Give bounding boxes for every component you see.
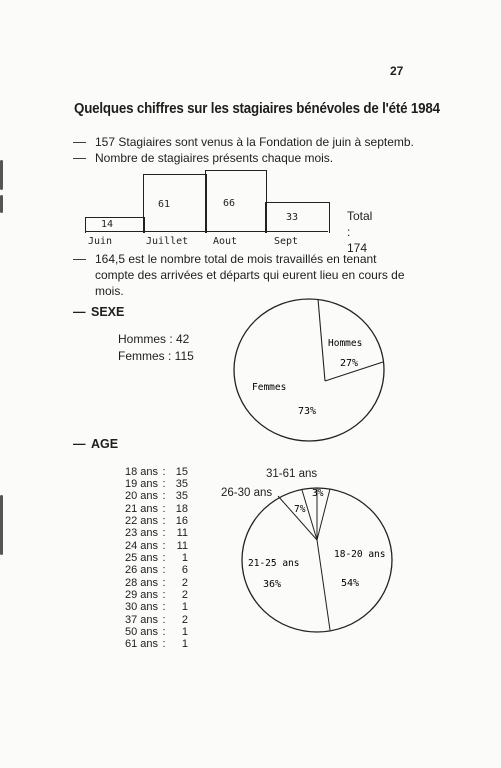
bar-label-aout: 66 — [223, 198, 236, 209]
sexe-pie-outline — [234, 299, 384, 441]
age-pie-chart — [238, 478, 398, 638]
list-item: 25 ans : 1 — [124, 552, 188, 564]
age-pie-pct-31-61: 3% — [312, 488, 324, 499]
list-item: 50 ans : 1 — [124, 626, 188, 638]
month-label-juillet: Juillet — [146, 236, 189, 247]
page-number: 27 — [390, 64, 404, 78]
page-heading: Quelques chiffres sur les stagiaires bénévoles de l'été 1984 — [74, 101, 440, 117]
list-item: 21 ans : 18 — [124, 503, 188, 515]
age-pie-divider — [317, 540, 330, 630]
list-item: 30 ans : 1 — [124, 601, 188, 613]
bar-aout — [205, 170, 267, 233]
text-line-3b: compte des arrivées et départs qui eurent lieu en cours de — [95, 268, 405, 282]
bullet-dash: — — [73, 150, 86, 165]
month-label-aout: Aout — [213, 236, 238, 247]
age-pie-pct-18-20: 54% — [341, 578, 360, 589]
list-item: 24 ans : 11 — [124, 540, 188, 552]
text-line-2: Nombre de stagiaires présents chaque mois. — [95, 151, 334, 165]
bullet-dash: — — [73, 251, 86, 266]
list-item: 18 ans : 15 — [124, 466, 188, 478]
list-item: 19 ans : 35 — [124, 478, 188, 490]
sexe-pie-divider-top — [318, 299, 325, 381]
sexe-pie-femmes-label: Femmes — [252, 382, 287, 393]
bullet-dash: — — [73, 437, 86, 451]
bullet-dash: — — [73, 134, 86, 149]
sexe-pie-hommes-pct: 27% — [340, 358, 359, 369]
month-label-sept: Sept — [274, 236, 299, 247]
bar-label-sept: 33 — [286, 212, 299, 223]
age-pie-label-26-30: 26-30 ans — [221, 487, 273, 499]
age-title: AGE — [91, 437, 119, 451]
age-pie-pct-26-30: 7% — [294, 504, 306, 515]
text-line-1: 157 Stagiaires sont venus à la Fondation de juin à septemb. — [95, 135, 414, 149]
sexe-title: SEXE — [91, 305, 125, 319]
total-label: Total : 174 — [347, 209, 373, 255]
chart-baseline — [85, 231, 328, 232]
age-pie-divider — [278, 496, 317, 540]
list-item: 26 ans : 6 — [124, 564, 188, 576]
text-line-3c: mois. — [95, 284, 124, 298]
list-item: 29 ans : 2 — [124, 589, 188, 601]
binding-mark — [0, 160, 3, 190]
binding-mark — [0, 495, 3, 555]
age-pie-label-18-20: 18-20 ans — [334, 549, 386, 560]
text-line-3a: 164,5 est le nombre total de mois travaillés en tenant — [95, 252, 377, 266]
binding-mark — [0, 195, 3, 213]
age-pie-label-21-25: 21-25 ans — [248, 558, 300, 569]
list-item: 20 ans : 35 — [124, 490, 188, 502]
bar-juillet — [143, 174, 207, 233]
month-label-juin: Juin — [88, 236, 113, 247]
sexe-pie-chart — [230, 295, 390, 445]
list-item: 22 ans : 16 — [124, 515, 188, 527]
list-item: 37 ans : 2 — [124, 614, 188, 626]
bullet-dash: — — [73, 305, 86, 319]
femmes-count: Femmes : 115 — [118, 349, 194, 363]
age-pie-label-31-61: 31-61 ans — [266, 468, 318, 480]
bar-label-juin: 14 — [101, 219, 114, 230]
list-item: 23 ans : 11 — [124, 527, 188, 539]
sexe-pie-femmes-pct: 73% — [298, 406, 317, 417]
list-item: 61 ans : 1 — [124, 638, 188, 650]
bar-label-juillet: 61 — [158, 199, 171, 210]
hommes-count: Hommes : 42 — [118, 332, 190, 346]
sexe-pie-hommes-label: Hommes — [328, 338, 363, 349]
list-item: 28 ans : 2 — [124, 577, 188, 589]
age-pie-pct-21-25: 36% — [263, 579, 282, 590]
bar-divider — [205, 170, 206, 232]
